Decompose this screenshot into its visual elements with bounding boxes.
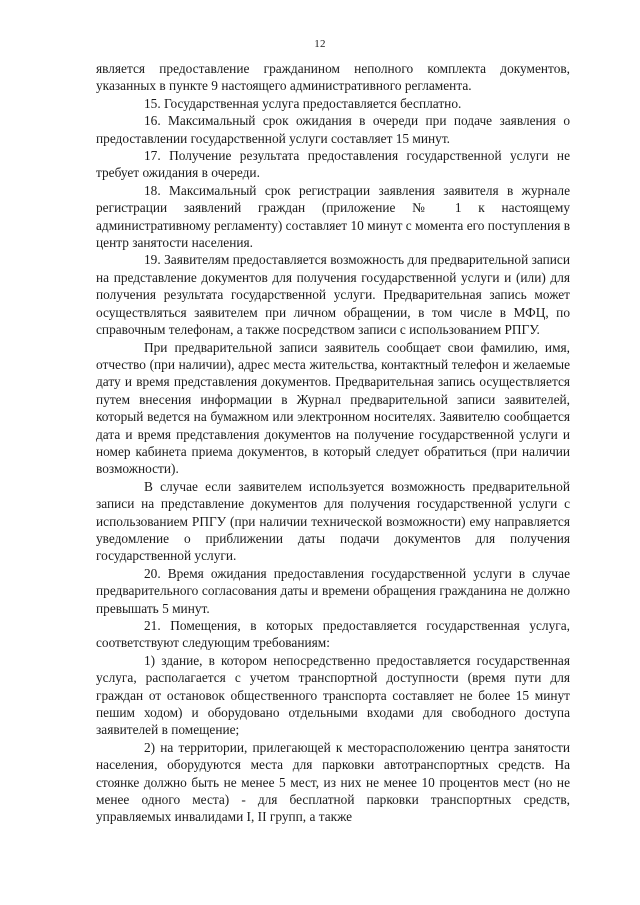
paragraph-17-result-no-queue: 17. Получение результата предоставления государственной услуги не требует ожидания в очереди.: [96, 148, 570, 181]
paragraph-21-item-1-building: 1) здание, в котором непосредственно предоставляется государственная услуга, располагается с учетом транспортной доступности (время пути для граждан от остановок общественного транспорта составляет не более 15 минут пешим ходом) и оборудовано отдельными входами для свободного доступа заявителей в помещение;: [96, 652, 570, 738]
paragraph-15-free-service: 15. Государственная услуга предоставляется бесплатно.: [144, 95, 462, 111]
paragraph-rpgu-notification: В случае если заявителем используется возможность предварительной записи на представление документов для получения государственной услуги с использованием РПГУ (при наличии технической возможности) ему направляется уведомление о приближении даты подачи документов для получения государственной услуги.: [96, 478, 570, 564]
paragraph-continuation: является предоставление гражданином неполного комплекта документов, указанных в пункте 9 настоящего административного регламента.: [96, 61, 570, 94]
page-number: 12: [314, 38, 326, 50]
paragraph-18-registration-time: 18. Максимальный срок регистрации заявления заявителя в журнале регистрации заявлений граждан (приложение № 1 к настоящему административному регламенту) составляет 10 минут с момента его поступления в центр занятости населения.: [96, 182, 570, 251]
paragraph-20-waiting-time: 20. Время ожидания предоставления государственной услуги в случае предварительного согласования даты и времени обращения гражданина не должно превышать 5 минут.: [96, 565, 570, 616]
paragraph-21-item-2-parking: 2) на территории, прилегающей к месторасположению центра занятости населения, оборудуются места для парковки автотранспортных средств. На стоянке должно быть не менее 5 мест, из них не менее 10 процентов мест (но не менее одного места) - для бесплатной парковки транспортных средств, управляемых инвалидами I, II групп, а также: [96, 739, 570, 825]
paragraph-booking-details: При предварительной записи заявитель сообщает свои фамилию, имя, отчество (при наличии), адрес места жительства, контактный телефон и желаемые дату и время представления документов. Предварительная запись осуществляется путем внесения информации в Журнал предварительной записи заявителей, который ведется на бумажном или электронном носителях. Заявителю сообщается дата и время представления документов на получение государственной услуги и номер кабинета приема документов, в который следует обратиться (при наличии возможности).: [96, 339, 570, 477]
paragraph-19-preliminary-booking: 19. Заявителям предоставляется возможность для предварительной записи на представление документов для получения государственной услуги и (или) для получения результата государственной услуги. Предварительная запись может осуществляться заявителем при личном обращении, в том числе в МФЦ, по справочным телефонам, а также посредством записи с использованием РПГУ.: [96, 252, 570, 338]
paragraph-21-premises-requirements: 21. Помещения, в которых предоставляется государственная услуга, соответствуют следующим требованиям:: [96, 618, 570, 651]
paragraph-16-max-waiting-time: 16. Максимальный срок ожидания в очереди при подаче заявления о предоставлении государственной услуги составляет 15 минут.: [96, 113, 570, 146]
document-body: [96, 60, 570, 826]
